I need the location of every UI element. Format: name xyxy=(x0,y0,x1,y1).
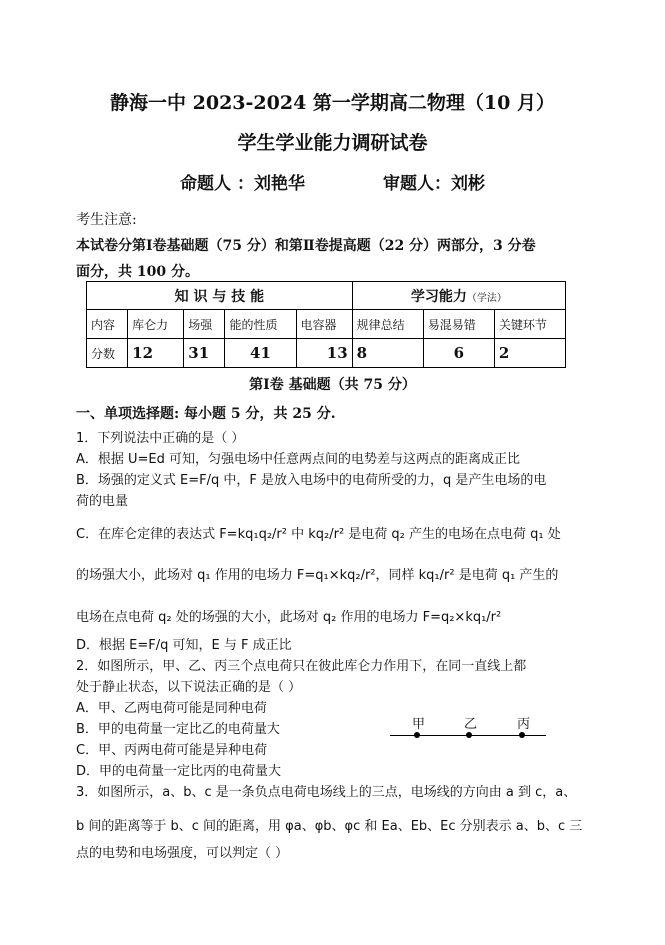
score-cell: 12 xyxy=(128,339,184,368)
charge-label-jia: 甲 xyxy=(412,717,426,732)
q2-option-c: C．甲、丙两电荷可能是异种电荷 xyxy=(76,743,268,758)
q3-stem-cont: 点的电势和电场强度，可以判定（ ） xyxy=(76,846,289,861)
charge-point-yi xyxy=(466,732,472,738)
score-cell: 8 xyxy=(352,339,423,368)
notice-heading: 考生注意: xyxy=(76,212,137,228)
charge-point-bing xyxy=(519,732,525,738)
exam-title: 静海一中 2023-2024 第一学期高二物理（10 月） xyxy=(110,92,555,114)
author-line xyxy=(0,169,665,194)
part-heading: 一、单项选择题: 每小题 5 分，共 25 分. xyxy=(76,406,336,422)
column-header: 规律总结 xyxy=(352,310,423,339)
q1-option-c-cont: 电场在点电荷 q₂ 处的场强的大小，此场对 q₂ 作用的电场力 F=q₂×kq₁/r² xyxy=(76,610,502,625)
q2-option-b: B．甲的电荷量一定比乙的电荷量大 xyxy=(76,722,280,737)
q3-stem: 3．如图所示，a、b、c 是一条负点电荷电场线上的三点，电场线的方向由 a 到 c，a、 xyxy=(76,785,577,800)
q2-option-d: D．甲的电荷量一定比丙的电荷量大 xyxy=(76,764,282,779)
column-header: 易混易错 xyxy=(423,310,494,339)
q1-option-b: B．场强的定义式 E=F/q 中，F 是放入电场中的电荷所受的力，q 是产生电场的电 xyxy=(76,473,547,488)
score-cell: 41 xyxy=(225,339,296,368)
charge-point-jia xyxy=(414,732,420,738)
table-row xyxy=(87,339,566,368)
group-learning: 学习能力（学法） xyxy=(352,282,565,310)
column-header: 库仑力 xyxy=(128,310,184,339)
charge-label-bing: 丙 xyxy=(517,717,531,732)
column-header: 关键环节 xyxy=(494,310,565,339)
q2-option-a: A．甲、乙两电荷可能是同种电荷 xyxy=(76,701,267,716)
q1-option-c-cont: 的场强大小，此场对 q₁ 作用的电场力 F=q₁×kq₂/r²，同样 kq₁/r² 是电荷 q₁ 产生的 xyxy=(76,568,559,583)
group-knowledge: 知 识 与 技 能 xyxy=(87,282,353,310)
score-cell: 31 xyxy=(184,339,225,368)
column-header: 电容器 xyxy=(296,310,352,339)
section-title: 第Ⅰ卷 基础题（共 75 分） xyxy=(249,377,416,393)
score-table xyxy=(86,281,566,368)
q1-option-b-cont: 荷的电量 xyxy=(76,494,129,509)
score-cell: 2 xyxy=(494,339,565,368)
exam-subtitle: 学生学业能力调研试卷 xyxy=(237,132,428,154)
column-header: 能的性质 xyxy=(225,310,296,339)
charge-label-yi: 乙 xyxy=(464,717,478,732)
notice-line-2: 面分，共 100 分。 xyxy=(76,264,199,280)
notice-line-1: 本试卷分第Ⅰ卷基础题（75 分）和第Ⅱ卷提高题（22 分）两部分，3 分卷 xyxy=(76,238,536,254)
q1-stem: 1．下列说法中正确的是（ ） xyxy=(76,431,245,446)
q1-option-a: A．根据 U=Ed 可知，匀强电场中任意两点间的电势差与这两点的距离成正比 xyxy=(76,452,521,467)
charges-diagram xyxy=(390,712,550,747)
row-label-content: 内容 xyxy=(87,310,128,339)
q1-option-c: C．在库仑定律的表达式 F=kq₁q₂/r² 中 kq₂/r² 是电荷 q₂ 产生的电场在点电荷 q₁ 处 xyxy=(76,527,561,542)
score-cell: 13 xyxy=(296,339,352,368)
q1-option-d: D．根据 E=F/q 可知，E 与 F 成正比 xyxy=(76,638,292,653)
score-cell: 6 xyxy=(423,339,494,368)
table-row xyxy=(87,310,566,339)
author: 命题人 ：刘艳华 xyxy=(180,174,305,194)
reviewer: 审题人：刘彬 xyxy=(382,174,485,194)
q2-stem-cont: 处于静止状态，以下说法正确的是（ ） xyxy=(76,680,302,695)
q2-stem: 2．如图所示，甲、乙、丙三个点电荷只在彼此库仑力作用下，在同一直线上都 xyxy=(76,659,527,674)
row-label-score: 分数 xyxy=(87,339,128,368)
table-header-row xyxy=(87,282,566,310)
column-header: 场强 xyxy=(184,310,225,339)
q3-stem-cont: b 间的距离等于 b、c 间的距离，用 φa、φb、φc 和 Ea、Eb、Ec 分别表示 a、b、c 三 xyxy=(76,819,583,834)
